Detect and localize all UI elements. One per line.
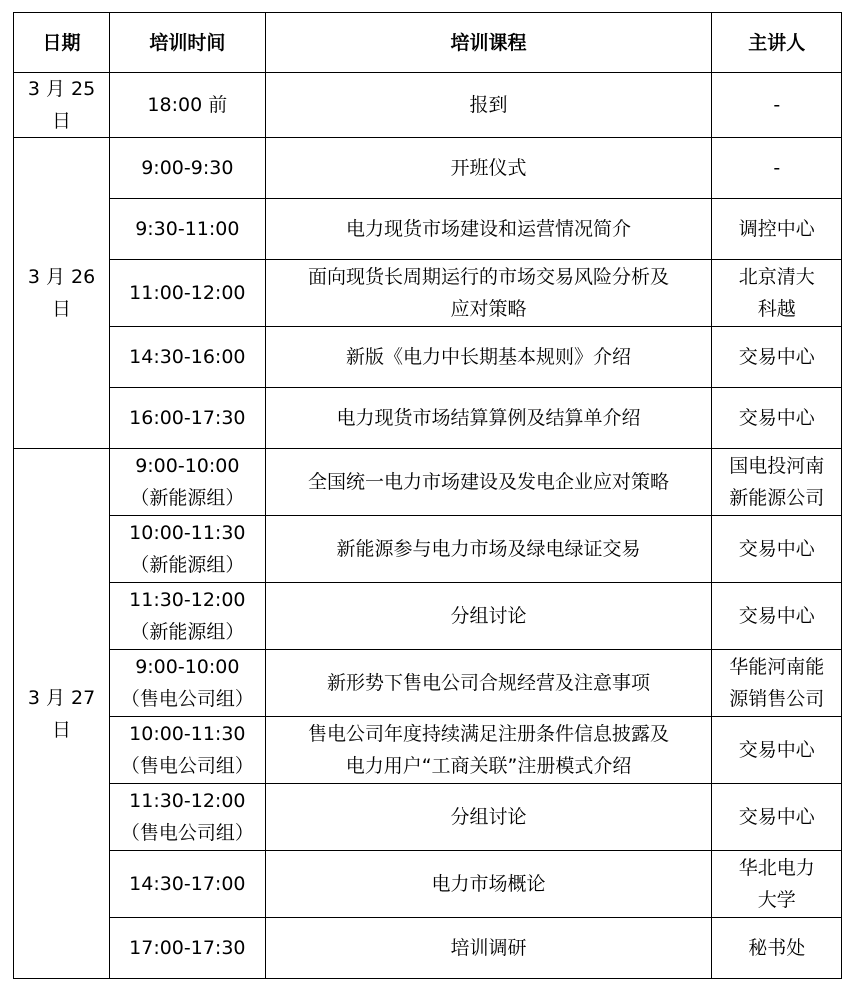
speaker-cell: 秘书处 [712,918,842,979]
header-date: 日期 [14,13,110,73]
time-cell: 9:00-10:00 （新能源组） [110,449,266,516]
training-schedule-table [13,12,842,979]
table-row [14,260,842,327]
table-row [14,717,842,784]
speaker-cell: 交易中心 [712,717,842,784]
course-cell: 报到 [265,73,712,138]
header-row [14,13,842,73]
course-cell: 新能源参与电力市场及绿电绿证交易 [265,516,712,583]
course-cell: 分组讨论 [265,583,712,650]
time-cell: 16:00-17:30 [110,388,266,449]
speaker-cell: - [712,73,842,138]
table-row [14,449,842,516]
time-cell: 14:30-17:00 [110,851,266,918]
time-cell: 11:30-12:00 （售电公司组） [110,784,266,851]
speaker-cell: 华能河南能 源销售公司 [712,650,842,717]
speaker-cell: 调控中心 [712,199,842,260]
table-row [14,388,842,449]
course-cell: 全国统一电力市场建设及发电企业应对策略 [265,449,712,516]
course-cell: 培训调研 [265,918,712,979]
time-cell: 17:00-17:30 [110,918,266,979]
table-row [14,327,842,388]
speaker-cell: - [712,138,842,199]
speaker-cell: 交易中心 [712,327,842,388]
table-row [14,516,842,583]
table-row [14,851,842,918]
header-time: 培训时间 [110,13,266,73]
course-cell: 新形势下售电公司合规经营及注意事项 [265,650,712,717]
table-row [14,583,842,650]
course-cell: 分组讨论 [265,784,712,851]
table-row [14,784,842,851]
speaker-cell: 交易中心 [712,784,842,851]
speaker-cell: 交易中心 [712,388,842,449]
speaker-cell: 交易中心 [712,516,842,583]
course-cell: 开班仪式 [265,138,712,199]
time-cell: 9:00-9:30 [110,138,266,199]
table-row [14,73,842,138]
speaker-cell: 北京清大 科越 [712,260,842,327]
table-row [14,138,842,199]
speaker-cell: 交易中心 [712,583,842,650]
course-cell: 新版《电力中长期基本规则》介绍 [265,327,712,388]
course-cell: 售电公司年度持续满足注册条件信息披露及 电力用户“工商关联”注册模式介绍 [265,717,712,784]
course-cell: 电力市场概论 [265,851,712,918]
speaker-cell: 华北电力 大学 [712,851,842,918]
date-cell: 3 月 27 日 [14,449,110,979]
time-cell: 11:00-12:00 [110,260,266,327]
course-cell: 面向现货长周期运行的市场交易风险分析及 应对策略 [265,260,712,327]
time-cell: 10:00-11:30 （新能源组） [110,516,266,583]
time-cell: 10:00-11:30 （售电公司组） [110,717,266,784]
speaker-cell: 国电投河南 新能源公司 [712,449,842,516]
table-row [14,918,842,979]
time-cell: 11:30-12:00 （新能源组） [110,583,266,650]
date-cell: 3 月 25 日 [14,73,110,138]
table-row [14,199,842,260]
header-course: 培训课程 [265,13,712,73]
date-cell: 3 月 26 日 [14,138,110,449]
course-cell: 电力现货市场建设和运营情况简介 [265,199,712,260]
time-cell: 14:30-16:00 [110,327,266,388]
time-cell: 9:00-10:00 （售电公司组） [110,650,266,717]
table-row [14,650,842,717]
time-cell: 9:30-11:00 [110,199,266,260]
time-cell: 18:00 前 [110,73,266,138]
course-cell: 电力现货市场结算算例及结算单介绍 [265,388,712,449]
header-speaker: 主讲人 [712,13,842,73]
